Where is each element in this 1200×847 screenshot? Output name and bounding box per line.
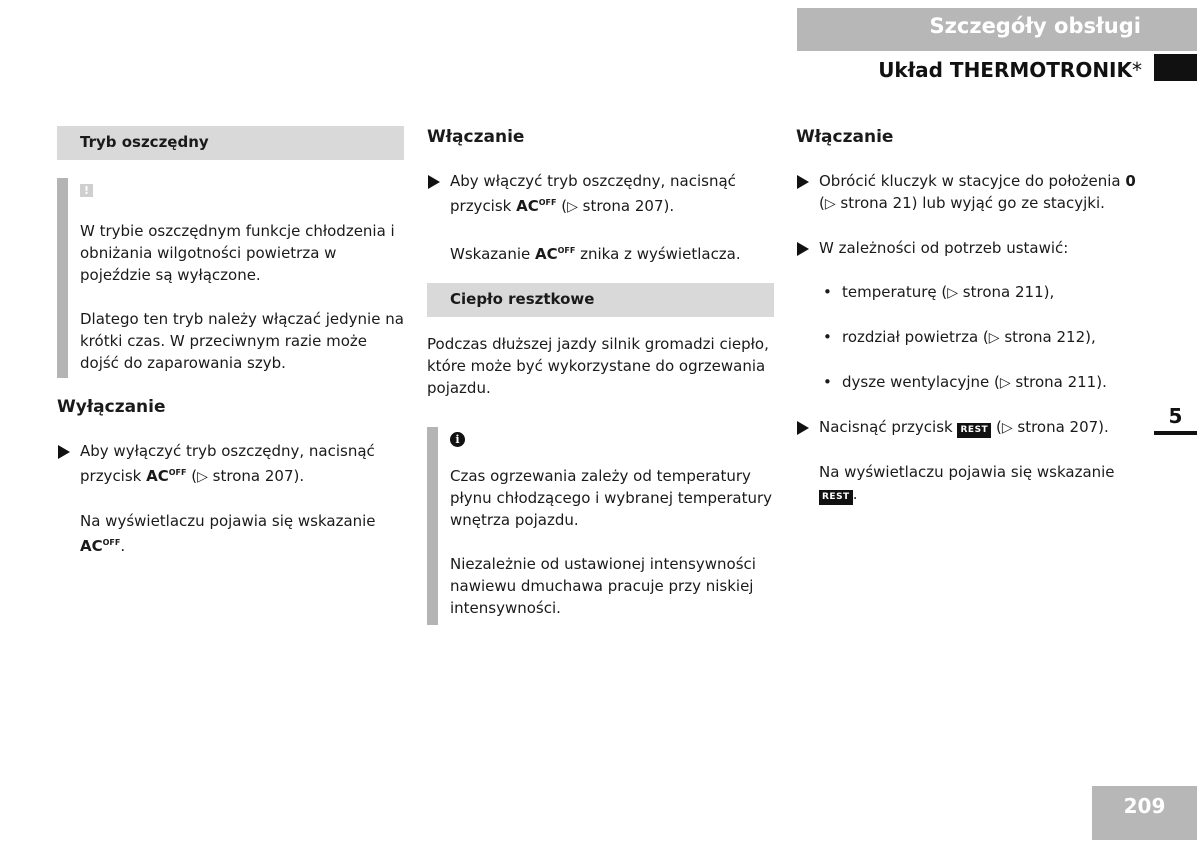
residual-heat-intro: Podczas dłuższej jazdy silnik gromadzi ciepło, które może być wykorzystane do ogrzewania pojazdu. xyxy=(427,335,769,397)
chapter-header-bar xyxy=(797,8,1197,51)
heading-switch-off: Wyłączanie xyxy=(57,397,166,417)
page-ref-icon: ▷ xyxy=(197,469,208,485)
column-left xyxy=(57,126,404,557)
result-switch-off: Na wyświetlaczu pojawia się wskazanie $AC^{OFF}$. xyxy=(80,512,376,555)
rest-indicator-icon: REST xyxy=(819,490,853,505)
ac-off-label: $AC^{OFF}$ xyxy=(535,245,576,263)
bullet-icon: • xyxy=(823,283,832,301)
result-text: Na wyświetlaczu pojawia się wskazanie xyxy=(80,512,376,530)
heading-switch-on: Włączanie xyxy=(427,127,525,147)
section-title-text: Układ THERMOTRONIK xyxy=(878,58,1132,82)
note-side-bar xyxy=(427,427,438,625)
section-title xyxy=(878,58,1142,82)
warning-text-1: W trybie oszczędnym funkcje chłodzenia i obniżania wilgotności powietrza w pojeździe są wyłączone. xyxy=(80,222,395,284)
optional-asterisk: * xyxy=(1132,58,1142,82)
list-item: • dysze wentylacyjne (▷ strona 211). xyxy=(823,373,1107,391)
step-text: Aby włączyć tryb oszczędny, nacisnąć przycisk xyxy=(450,172,736,215)
step-set-as-needed: W zależności od potrzeb ustawić: xyxy=(796,237,1143,259)
info-icon: i xyxy=(450,432,465,447)
step-press-rest: Nacisnąć przycisk REST (▷ strona 207). xyxy=(796,416,1143,439)
step-switch-on: Aby włączyć tryb oszczędny, nacisnąć przycisk $AC^{OFF}$ (▷ strona 207). xyxy=(427,170,774,218)
ac-off-label: $AC^{OFF}$ xyxy=(80,537,121,555)
step-switch-off: Aby wyłączyć tryb oszczędny, nacisnąć przycisk $AC^{OFF}$ (▷ strona 207). xyxy=(57,440,404,488)
rest-button-icon: REST xyxy=(957,423,991,438)
exclamation-icon: ! xyxy=(80,184,93,197)
ac-off-label: $AC^{OFF}$ xyxy=(146,467,187,485)
list-item: • rozdział powietrza (▷ strona 212), xyxy=(823,328,1096,346)
step-arrow-icon xyxy=(797,175,809,189)
step-arrow-icon xyxy=(797,421,809,435)
chapter-tab-underline xyxy=(1154,431,1197,435)
warning-text-2: Dlatego ten tryb należy włączać jedynie na krótki czas. W przeciwnym razie może dojść do zaparowania szyb. xyxy=(80,310,404,372)
page-number-box xyxy=(1092,786,1197,840)
page-ref-icon: ▷ xyxy=(988,330,1000,346)
box-title-economy-mode: Tryb oszczędny xyxy=(57,126,404,160)
info-text-1: Czas ogrzewania zależy od temperatury płynu chłodzącego i wybranej temperatury wnętrza pojazdu. xyxy=(450,467,773,529)
bullet-icon: • xyxy=(823,373,832,391)
page-number: 209 xyxy=(1123,794,1166,818)
box-title-residual-heat: Ciepło resztkowe xyxy=(427,283,774,317)
info-text-2: Niezależnie od ustawionej intensywności nawiewu dmuchawa pracuje przy niskiej intensywności. xyxy=(450,555,756,617)
heading-switch-on-residual: Włączanie xyxy=(796,127,894,147)
chapter-title: Szczegóły obsługi xyxy=(929,14,1141,38)
page-ref-icon: ▷ xyxy=(1001,420,1013,436)
section-marker-tab xyxy=(1154,54,1197,81)
column-middle xyxy=(427,126,774,625)
step-text: Aby wyłączyć tryb oszczędny, nacisnąć przycisk xyxy=(80,442,375,485)
step-arrow-icon xyxy=(797,242,809,256)
column-right xyxy=(796,126,1143,505)
list-item: • temperaturę (▷ strona 211), xyxy=(823,283,1055,301)
page-ref-icon: ▷ xyxy=(947,285,959,301)
result-switch-on: Wskazanie $AC^{OFF}$ znika z wyświetlacza. xyxy=(450,245,741,263)
bullet-icon: • xyxy=(823,328,832,346)
step-text-end: strona 207). xyxy=(207,467,305,485)
chapter-tab xyxy=(1154,400,1197,435)
page-ref-icon: ▷ xyxy=(567,199,578,215)
page-ref-icon: ▷ xyxy=(824,196,836,212)
warning-note xyxy=(57,178,404,378)
result-rest: Na wyświetlaczu pojawia się wskazanie REST . xyxy=(819,463,1115,503)
key-position: 0 xyxy=(1125,172,1136,190)
step-text-end: strona 207). xyxy=(577,197,675,215)
info-note xyxy=(427,427,774,625)
step-turn-key: Obrócić kluczyk w stacyjce do położenia 0 (▷ strona 21) lub wyjąć go ze stacyjki. xyxy=(796,170,1143,215)
ac-off-label: $AC^{OFF}$ xyxy=(516,197,557,215)
chapter-number: 5 xyxy=(1168,404,1183,428)
step-arrow-icon xyxy=(428,175,440,189)
step-arrow-icon xyxy=(58,445,70,459)
page-ref-icon: ▷ xyxy=(999,375,1011,391)
note-side-bar xyxy=(57,178,68,378)
